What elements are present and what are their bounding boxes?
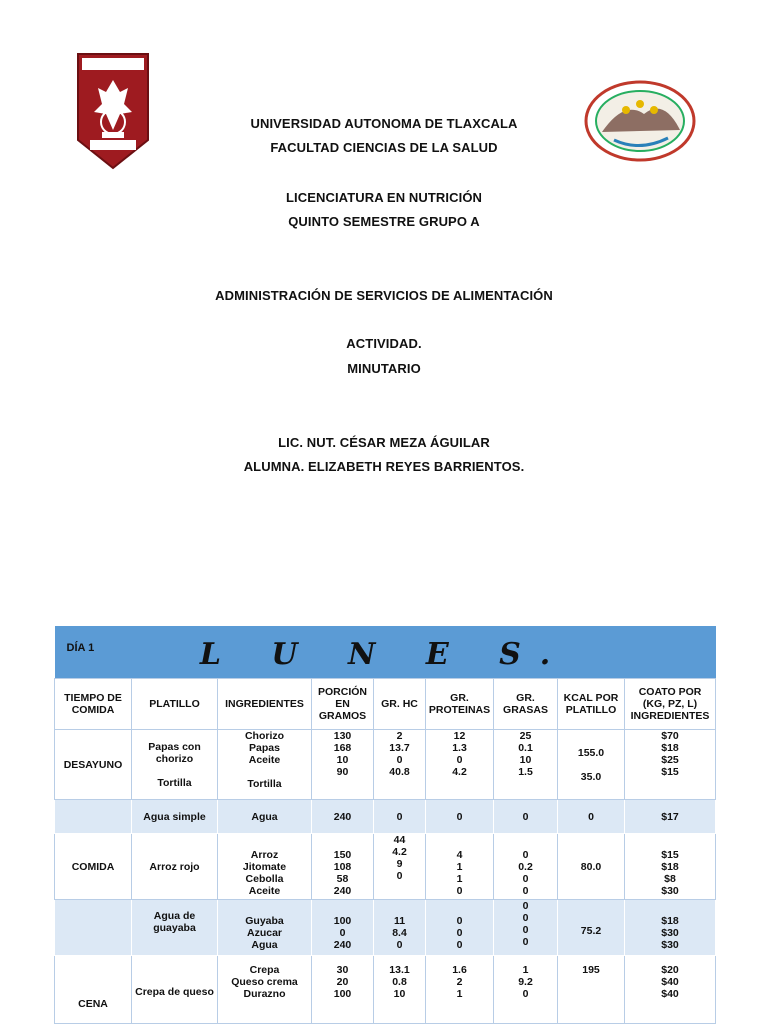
portion: 130 168 10 90 — [312, 730, 374, 800]
header-hc: GR. HC — [374, 679, 426, 730]
table-row — [55, 800, 716, 834]
table-row — [55, 730, 716, 800]
header-kcal: KCAL POR PLATILLO — [558, 679, 625, 730]
ingredients: Chorizo Papas Aceite Tortilla — [218, 730, 312, 800]
portion: 100 0 240 — [312, 900, 374, 956]
fats: 25 0.1 10 1.5 — [494, 730, 558, 800]
dish: Papas con chorizo Tortilla — [132, 730, 218, 800]
kcal: 195 — [558, 956, 625, 1024]
cost: $17 — [625, 800, 716, 834]
meal-time: COMIDA — [55, 834, 132, 900]
cost: $20 $40 $40 — [625, 956, 716, 1024]
proteins: 12 1.3 0 4.2 — [426, 730, 494, 800]
carbs: 2 13.7 0 40.8 — [374, 730, 426, 800]
proteins: 0 — [426, 800, 494, 834]
fats: 0 0.2 0 0 — [494, 834, 558, 900]
ingredients: Arroz Jitomate Cebolla Aceite — [218, 834, 312, 900]
header-costo: COATO POR (KG, PZ, L) INGREDIENTES — [625, 679, 716, 730]
carbs: 13.1 0.8 10 — [374, 956, 426, 1024]
header-platillo: PLATILLO — [132, 679, 218, 730]
cost: $70 $18 $25 $15 — [625, 730, 716, 800]
portion: 240 — [312, 800, 374, 834]
portion: 30 20 100 — [312, 956, 374, 1024]
ingredients: Crepa Queso crema Durazno — [218, 956, 312, 1024]
day-banner — [55, 626, 716, 679]
day-label: DÍA 1 — [66, 642, 95, 654]
header-tiempo: TIEMPO DE COMIDA — [55, 679, 132, 730]
header-ingredientes: INGREDIENTES — [218, 679, 312, 730]
column-headers — [55, 679, 716, 730]
header-porcion: PORCIÓN EN GRAMOS — [312, 679, 374, 730]
ingredients: Guyaba Azucar Agua — [218, 900, 312, 956]
proteins: 0 0 0 — [426, 900, 494, 956]
portion: 150 108 58 240 — [312, 834, 374, 900]
proteins: 1.6 2 1 — [426, 956, 494, 1024]
table-row — [55, 900, 716, 956]
header-grasas: GR. GRASAS — [494, 679, 558, 730]
carbs: 11 8.4 0 — [374, 900, 426, 956]
university-name: UNIVERSIDAD AUTONOMA DE TLAXCALA — [250, 116, 518, 131]
semester-group: QUINTO SEMESTRE GRUPO A — [288, 214, 480, 229]
menu-table — [54, 626, 716, 1024]
cost: $18 $30 $30 — [625, 900, 716, 956]
fats: 0 — [494, 800, 558, 834]
dish: Arroz rojo — [132, 834, 218, 900]
faculty-name: FACULTAD CIENCIAS DE LA SALUD — [270, 140, 498, 155]
student-name: ALUMNA. ELIZABETH REYES BARRIENTOS. — [243, 459, 525, 474]
kcal: 155.0 35.0 — [558, 730, 625, 800]
dish: Crepa de queso — [132, 956, 218, 1024]
table-row — [55, 834, 716, 900]
teacher-name: LIC. NUT. CÉSAR MEZA ÁGUILAR — [278, 435, 490, 450]
kcal: 80.0 — [558, 834, 625, 900]
table-row — [55, 956, 716, 1024]
proteins: 4 1 1 0 — [426, 834, 494, 900]
course-name: ADMINISTRACIÓN DE SERVICIOS DE ALIMENTACIÓN — [215, 288, 553, 303]
meal-time — [55, 800, 132, 834]
program-name: LICENCIATURA EN NUTRICIÓN — [285, 190, 483, 205]
header-proteinas: GR. PROTEINAS — [426, 679, 494, 730]
dish: Agua simple — [132, 800, 218, 834]
meal-time — [55, 900, 132, 956]
weekday-title: L U N E S. — [199, 637, 571, 672]
ingredients: Agua — [218, 800, 312, 834]
activity-name: MINUTARIO — [347, 361, 421, 376]
dish: Agua de guayaba — [132, 900, 218, 956]
meal-time: DESAYUNO — [55, 730, 132, 800]
cost: $15 $18 $8 $30 — [625, 834, 716, 900]
kcal: 75.2 — [558, 900, 625, 956]
meal-time: CENA — [55, 956, 132, 1024]
fats: 1 9.2 0 — [494, 956, 558, 1024]
carbs: 0 — [374, 800, 426, 834]
carbs: 44 4.2 9 0 — [374, 834, 426, 900]
fats: 0 0 0 0 — [494, 900, 558, 956]
kcal: 0 — [558, 800, 625, 834]
activity-label: ACTIVIDAD. — [346, 336, 422, 351]
